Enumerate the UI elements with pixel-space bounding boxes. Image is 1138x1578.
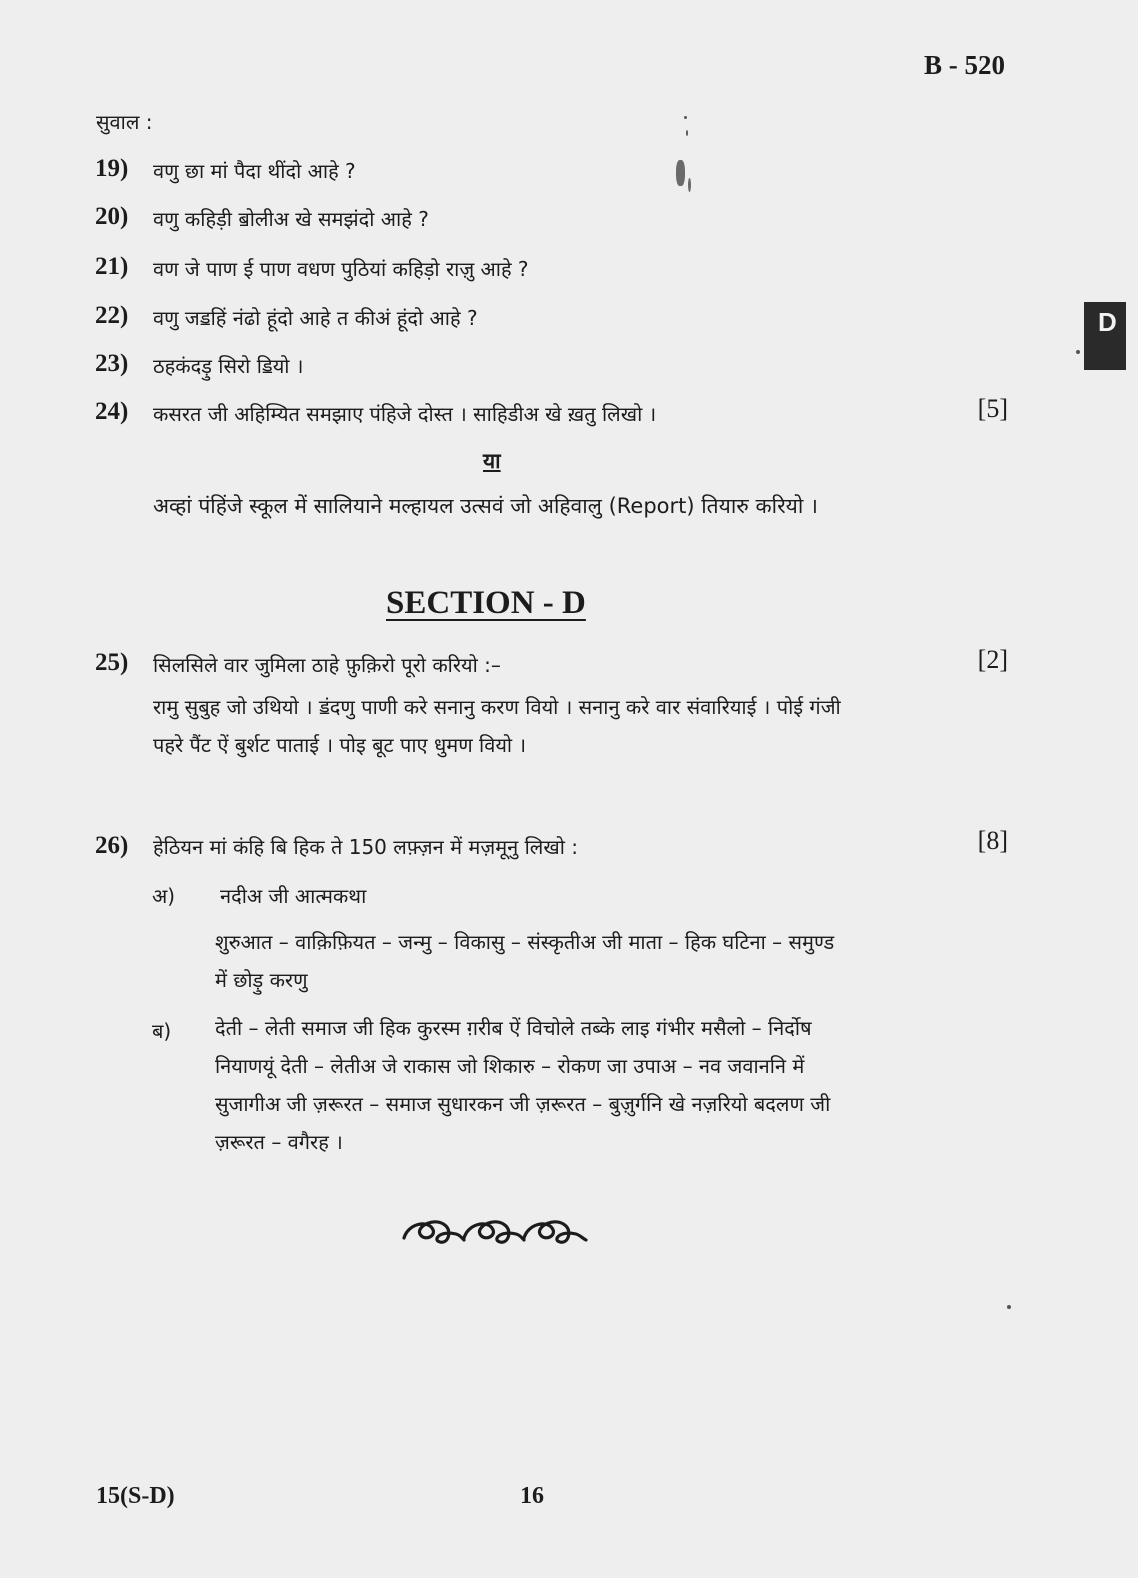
or-divider: या [483, 449, 501, 473]
question-24-alternative: अव्हां पंहिंजे स्कूल में सालियाने मल्हायल उत्सवं जो अहिवालु (Report) तियारु करियो । [153, 494, 818, 518]
option-hints [215, 923, 834, 999]
question-marks: [8] [977, 826, 1008, 855]
side-tab-label: D [1098, 307, 1117, 337]
question-text: ठहकंदड़ु सिरो ॾियो । [153, 354, 304, 378]
section-heading: SECTION - D [386, 585, 586, 621]
hint-line: देती – लेती समाज जी हिक कुरस्म ग़रीब ऐं विचोले तब्के लाइ गंभीर मसैलो – निर्दोष [215, 1016, 812, 1040]
option-title: नदीअ जी आत्मकथा [220, 884, 367, 908]
question-number: 22) [95, 302, 129, 329]
question-text: कसरत जी अहिम्यित समझाए पंहिजे दोस्त । साहिडीअ खे ख़तु लिखो । [153, 402, 657, 426]
footer-code: 15(S-D) [96, 1483, 175, 1509]
page-number: 16 [520, 1483, 544, 1509]
passage [153, 688, 841, 764]
hint-line: सुजागीअ जी ज़रूरत – समाज सुधारकन जी ज़रूरत – बुज़ुर्गनि खे नज़रियो बदलण जी [215, 1092, 831, 1116]
question-marks: [2] [977, 645, 1008, 674]
question-text: वण जे पाण ई पाण वधण पुठियां कहिड़ो राज़ु आहे ? [153, 257, 529, 281]
hint-line: नियाणयूं देती – लेतीअ जे राकास जो शिकारु – रोकण जा उपाअ – नव जवाननि में [215, 1054, 805, 1078]
question-text: सिलसिले वार जुमिला ठाहे फ़ुक़िरो पूरो करियो :– [153, 653, 501, 677]
question-number: 24) [95, 398, 129, 425]
option-hints [215, 1009, 830, 1161]
scan-speck [686, 130, 688, 136]
option-marker: ब) [152, 1019, 172, 1043]
question-marks: [5] [977, 394, 1008, 423]
scan-speck [1076, 350, 1080, 354]
passage-line: रामु सुबुह जो उथियो । ॾंदणु पाणी करे सनानु करण वियो । सनानु करे वार संवारियाई । पोई गंजी [153, 695, 841, 719]
question-number: 25) [95, 649, 129, 676]
hint-line: शुरुआत – वाक़िफ़ियत – जन्मु – विकासु – संस्कृतीअ जी माता – हिक घटिना – समुण्ड [215, 930, 835, 954]
questions-label: सुवाल : [96, 110, 153, 134]
scroll-flourish-icon [400, 1208, 590, 1260]
question-number: 26) [95, 832, 129, 859]
scan-speck [688, 178, 691, 192]
scan-speck [1007, 1305, 1011, 1309]
hint-line: में छोड़ु करणु [215, 968, 308, 992]
question-text: वणु जॾहिं नंढो हूंदो आहे त कीअं हूंदो आहे ? [153, 306, 478, 330]
hint-line: ज़रूरत – वगैरह । [215, 1130, 343, 1154]
passage-line: पहरे पैंट ऐं बुर्शट पाताई । पोइ बूट पाए धुमण वियो । [153, 733, 527, 757]
question-number: 19) [95, 155, 129, 182]
scan-speck [676, 160, 685, 186]
side-tab [1084, 302, 1126, 370]
question-number: 21) [95, 253, 129, 280]
question-number: 20) [95, 203, 129, 230]
question-text: वणु कहिड़ी ॿोलीअ खे समझंदो आहे ? [153, 207, 429, 231]
paper-code: B - 520 [924, 50, 1005, 80]
question-text: हेठियन मां कंहि बि हिक ते 150 लफ़्ज़न में मज़मूनु लिखो : [153, 835, 578, 859]
option-marker: अ) [152, 884, 176, 908]
question-number: 23) [95, 350, 129, 377]
question-text: वणु छा मां पैदा थींदो आहे ? [153, 159, 356, 183]
scan-speck [684, 116, 687, 119]
